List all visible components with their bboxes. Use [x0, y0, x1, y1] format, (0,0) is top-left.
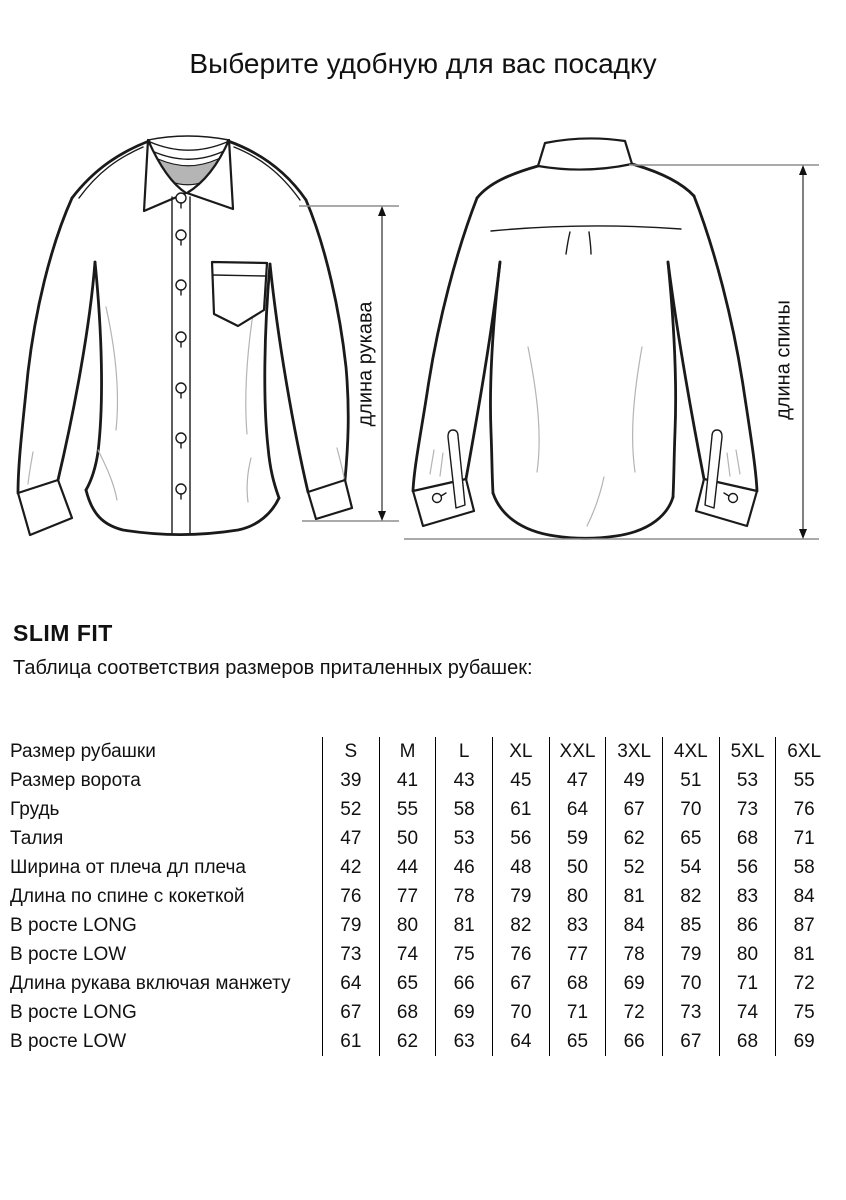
table-cell: 76	[322, 882, 379, 911]
table-cell: 39	[322, 766, 379, 795]
table-cell: 66	[435, 969, 492, 998]
shirt-front-view	[18, 136, 352, 535]
table-cell: 41	[379, 766, 436, 795]
row-label: В росте LOW	[10, 944, 127, 965]
table-cell: 65	[549, 1027, 606, 1056]
table-cell: 73	[719, 795, 776, 824]
table-cell: 84	[775, 882, 832, 911]
table-cell: 67	[662, 1027, 719, 1056]
table-cell: 5XL	[719, 737, 776, 766]
table-cell: 49	[605, 766, 662, 795]
table-row	[10, 853, 832, 882]
table-cell: 80	[719, 940, 776, 969]
table-cell: 75	[435, 940, 492, 969]
front-right-cuff	[308, 480, 352, 519]
table-cell: 71	[775, 824, 832, 853]
front-left-cuff	[18, 480, 72, 535]
table-cell: 80	[549, 882, 606, 911]
table-cell: 45	[492, 766, 549, 795]
table-cell: 65	[662, 824, 719, 853]
table-cell: 74	[719, 998, 776, 1027]
table-cell: 78	[605, 940, 662, 969]
table-cell: 76	[775, 795, 832, 824]
row-label: Размер рубашки	[10, 741, 156, 762]
table-cell: 6XL	[775, 737, 832, 766]
table-cell: 46	[435, 853, 492, 882]
table-row	[10, 940, 832, 969]
row-label: Размер ворота	[10, 770, 141, 791]
table-cell: 77	[549, 940, 606, 969]
table-row	[10, 882, 832, 911]
table-cell: 68	[379, 998, 436, 1027]
table-cell: 73	[322, 940, 379, 969]
row-label: Ширина от плеча дл плеча	[10, 857, 246, 878]
table-cell: 70	[492, 998, 549, 1027]
shirt-back-view	[413, 138, 757, 538]
row-label: В росте LONG	[10, 1002, 137, 1023]
size-table	[10, 737, 832, 1056]
table-cell: 64	[549, 795, 606, 824]
table-cell: 68	[719, 1027, 776, 1056]
table-cell: 66	[605, 1027, 662, 1056]
table-cell: 43	[435, 766, 492, 795]
table-row	[10, 998, 832, 1027]
row-label: В росте LONG	[10, 915, 137, 936]
table-row	[10, 737, 832, 766]
table-cell: 64	[492, 1027, 549, 1056]
table-cell: 62	[605, 824, 662, 853]
table-cell: 79	[492, 882, 549, 911]
table-cell: 4XL	[662, 737, 719, 766]
table-row	[10, 795, 832, 824]
table-cell: 47	[549, 766, 606, 795]
table-cell: 79	[662, 940, 719, 969]
table-cell: 71	[549, 998, 606, 1027]
table-cell: 84	[605, 911, 662, 940]
table-cell: 76	[492, 940, 549, 969]
chest-pocket	[212, 262, 267, 326]
table-cell: 58	[775, 853, 832, 882]
sleeve-length-dimension-arrow	[299, 206, 399, 521]
table-cell: 42	[322, 853, 379, 882]
table-cell: 68	[549, 969, 606, 998]
table-cell: 51	[662, 766, 719, 795]
table-cell: 54	[662, 853, 719, 882]
table-cell: 67	[322, 998, 379, 1027]
table-cell: 86	[719, 911, 776, 940]
table-cell: 44	[379, 853, 436, 882]
table-cell: 81	[605, 882, 662, 911]
table-cell: 56	[719, 853, 776, 882]
table-cell: 3XL	[605, 737, 662, 766]
table-row	[10, 824, 832, 853]
table-cell: 74	[379, 940, 436, 969]
table-cell: 78	[435, 882, 492, 911]
table-row	[10, 766, 832, 795]
table-cell: 59	[549, 824, 606, 853]
table-cell: 52	[605, 853, 662, 882]
table-cell: 50	[549, 853, 606, 882]
table-cell: M	[379, 737, 436, 766]
table-cell: 75	[775, 998, 832, 1027]
row-label: Грудь	[10, 799, 60, 820]
table-cell: XXL	[549, 737, 606, 766]
button-placket	[172, 197, 190, 533]
table-row	[10, 911, 832, 940]
table-cell: S	[322, 737, 379, 766]
table-cell: 73	[662, 998, 719, 1027]
table-cell: 55	[379, 795, 436, 824]
table-cell: 69	[605, 969, 662, 998]
table-cell: 81	[775, 940, 832, 969]
table-cell: 55	[775, 766, 832, 795]
yoke-seam	[491, 226, 681, 231]
table-cell: 87	[775, 911, 832, 940]
table-cell: 53	[719, 766, 776, 795]
table-cell: 56	[492, 824, 549, 853]
table-cell: 71	[719, 969, 776, 998]
row-label: Длина рукава включая манжету	[10, 973, 291, 994]
shirt-buttons	[176, 193, 186, 499]
table-row	[10, 969, 832, 998]
table-cell: 83	[719, 882, 776, 911]
table-cell: 62	[379, 1027, 436, 1056]
table-cell: 82	[492, 911, 549, 940]
back-length-label: длина спины	[772, 300, 795, 420]
table-cell: 80	[379, 911, 436, 940]
table-cell: 61	[492, 795, 549, 824]
table-cell: 52	[322, 795, 379, 824]
table-cell: 79	[322, 911, 379, 940]
table-cell: 50	[379, 824, 436, 853]
page-title: Выберите удобную для вас посадку	[189, 48, 657, 79]
fit-heading: SLIM FIT	[13, 620, 113, 646]
table-cell: 85	[662, 911, 719, 940]
row-label: Длина по спине с кокеткой	[10, 886, 245, 907]
table-cell: L	[435, 737, 492, 766]
table-cell: 83	[549, 911, 606, 940]
table-cell: 81	[435, 911, 492, 940]
table-cell: 67	[605, 795, 662, 824]
table-cell: 61	[322, 1027, 379, 1056]
back-collar	[538, 138, 632, 169]
table-cell: 77	[379, 882, 436, 911]
table-cell: 70	[662, 795, 719, 824]
table-cell: 64	[322, 969, 379, 998]
shirt-diagrams	[0, 112, 846, 582]
table-cell: 58	[435, 795, 492, 824]
table-cell: 53	[435, 824, 492, 853]
row-label: Талия	[10, 828, 64, 849]
table-subtitle: Таблица соответствия размеров приталенных рубашек:	[13, 657, 533, 679]
table-cell: 69	[775, 1027, 832, 1056]
sleeve-length-label: длина рукава	[354, 301, 377, 427]
table-cell: 82	[662, 882, 719, 911]
table-cell: 70	[662, 969, 719, 998]
table-cell: 63	[435, 1027, 492, 1056]
table-cell: 72	[775, 969, 832, 998]
table-cell: 65	[379, 969, 436, 998]
table-cell: 48	[492, 853, 549, 882]
table-cell: XL	[492, 737, 549, 766]
table-cell: 47	[322, 824, 379, 853]
table-cell: 69	[435, 998, 492, 1027]
row-label: В росте LOW	[10, 1031, 127, 1052]
table-cell: 72	[605, 998, 662, 1027]
table-cell: 67	[492, 969, 549, 998]
table-cell: 68	[719, 824, 776, 853]
table-row	[10, 1027, 832, 1056]
